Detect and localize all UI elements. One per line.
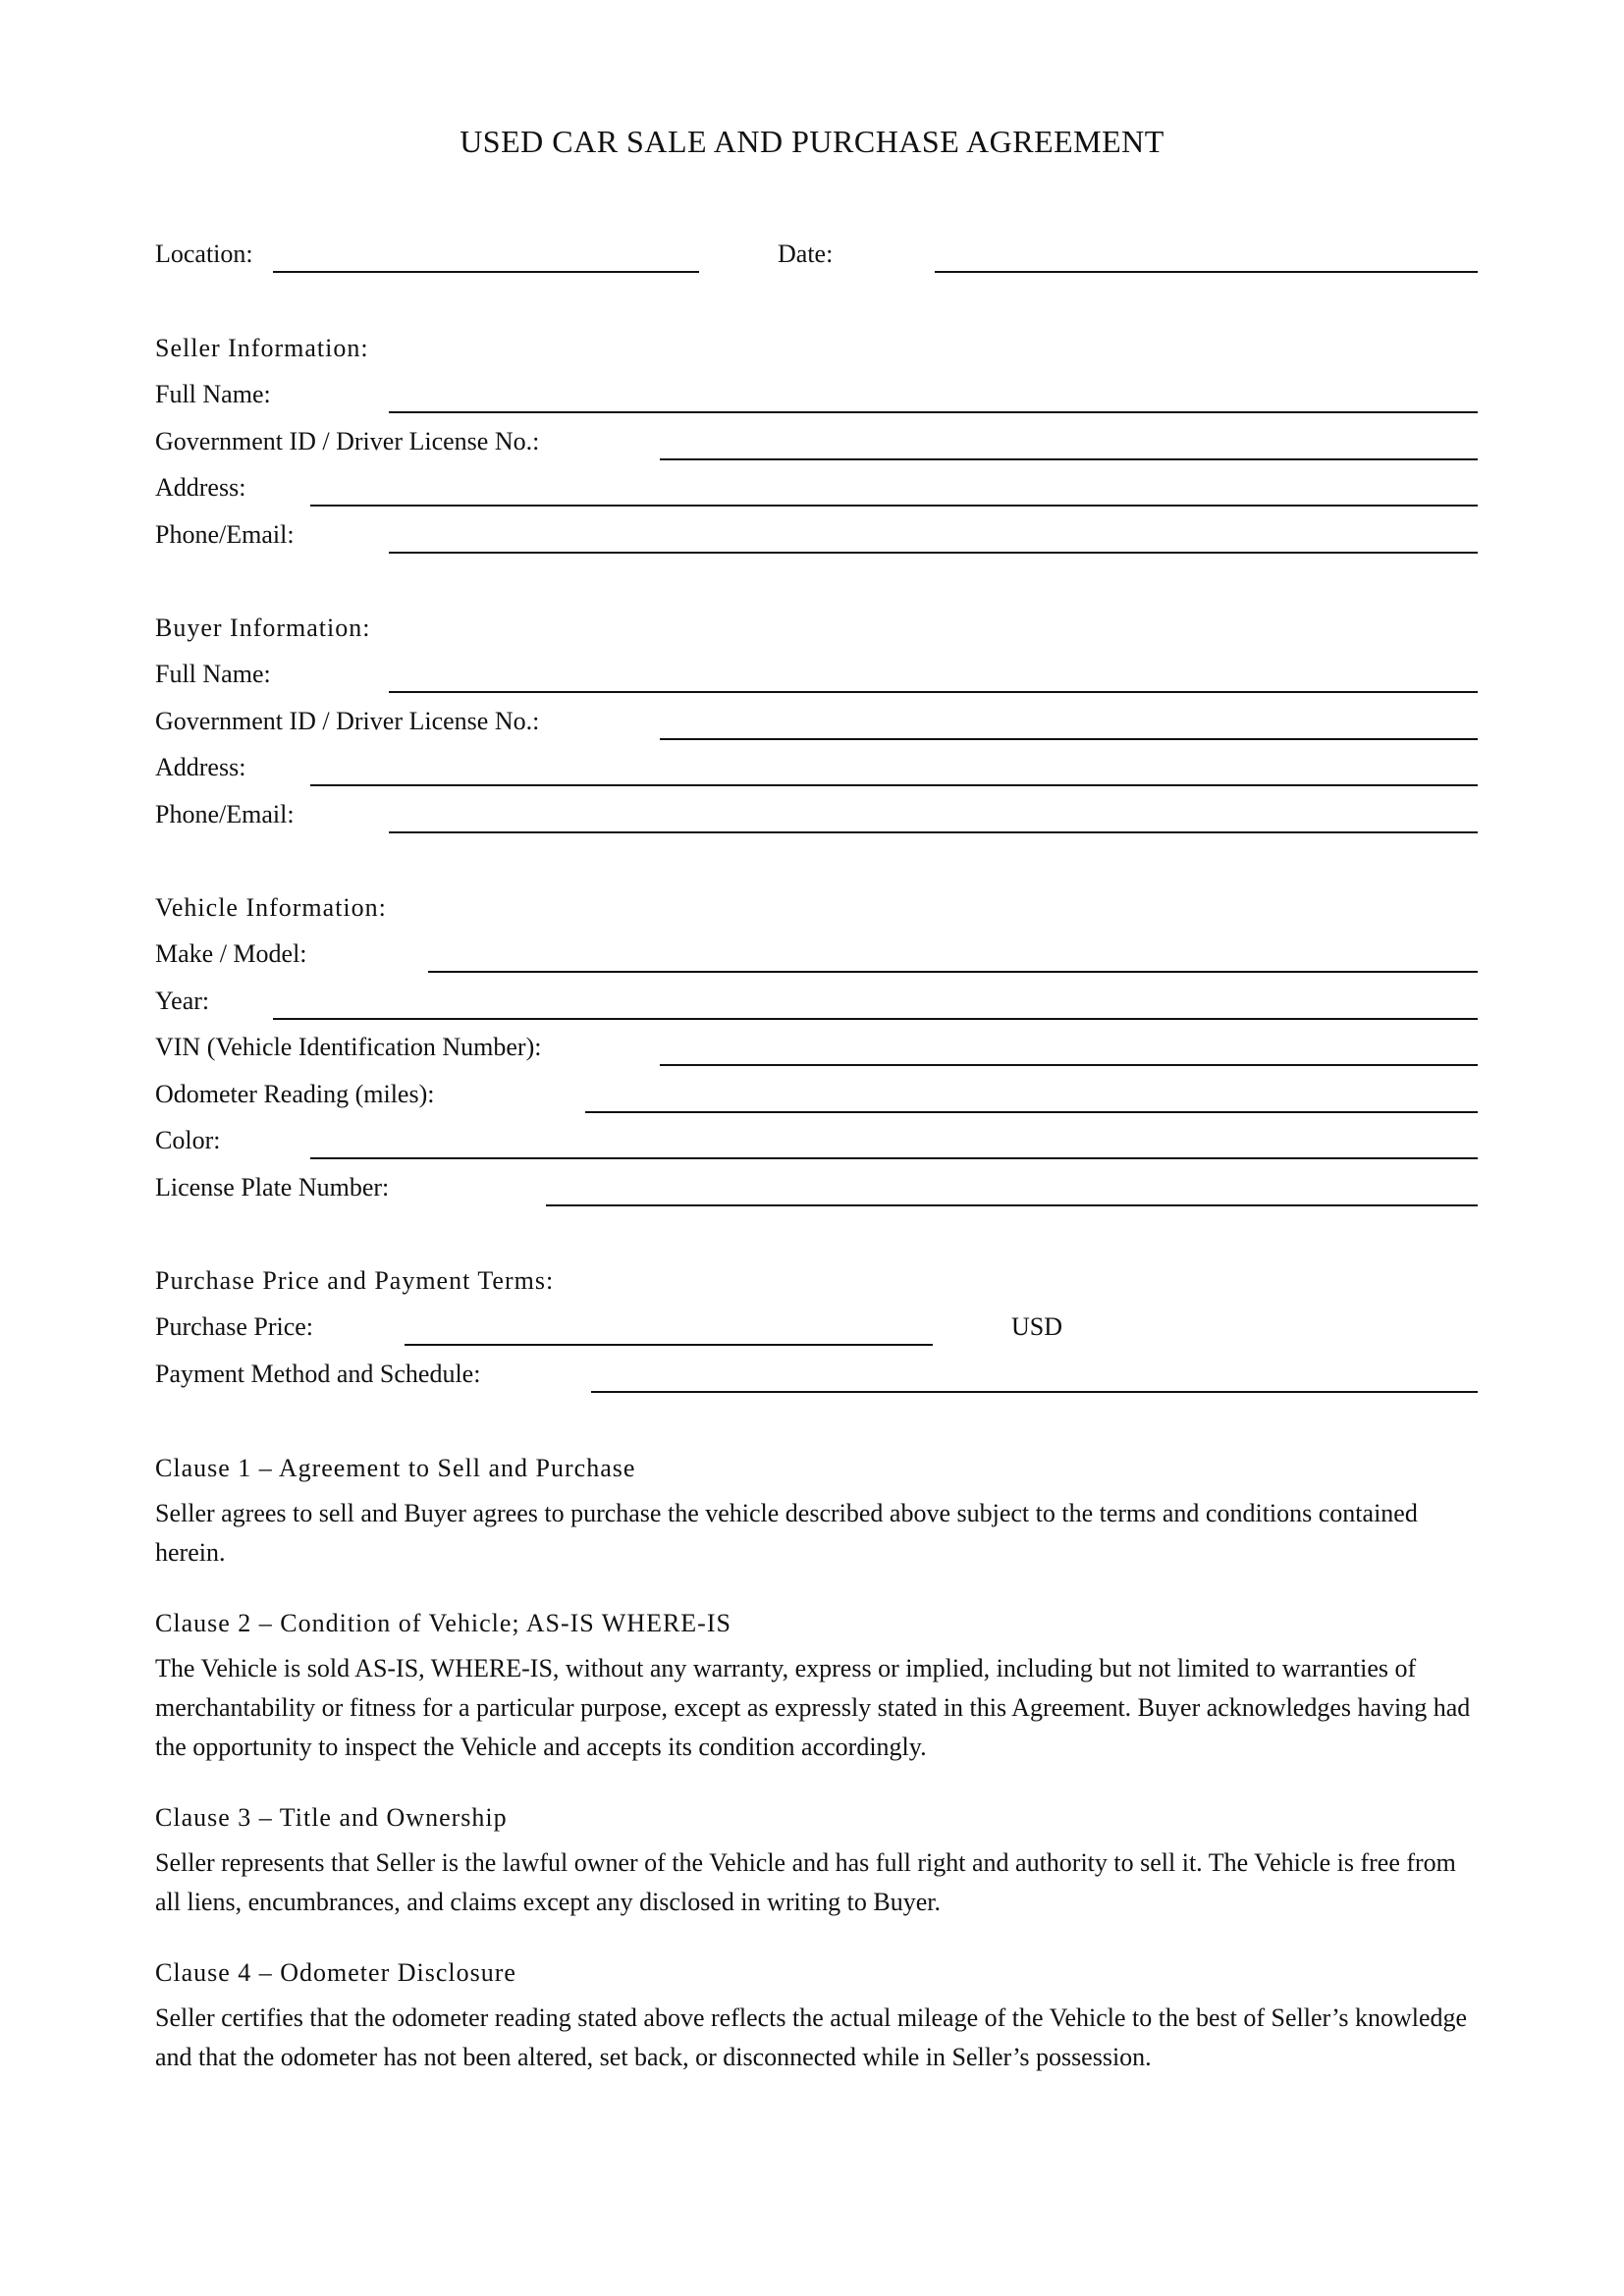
date-label: Date:: [778, 240, 834, 268]
vehicle-odometer-label: Odometer Reading (miles):: [155, 1080, 435, 1108]
buyer-gov-id-label: Government ID / Driver License No.:: [155, 707, 540, 735]
vehicle-plate-label: License Plate Number:: [155, 1173, 390, 1201]
purchase-price-field[interactable]: [405, 1344, 933, 1346]
document-title: USED CAR SALE AND PURCHASE AGREEMENT: [460, 124, 1164, 159]
buyer-full-name-label: Full Name:: [155, 660, 271, 688]
clause-1-text: Seller agrees to sell and Buyer agrees to purchase the vehicle described above subject to the terms and conditions contained herein.: [155, 1499, 1418, 1567]
buyer-address-label: Address:: [155, 753, 246, 781]
seller-address-label: Address:: [155, 473, 246, 502]
clause-2-text: The Vehicle is sold AS-IS, WHERE-IS, without any warranty, express or implied, including but not limited to warranties of merchantability or fitness for a particular purpose, except as expressly stated in this Agreement. Buyer acknowledges having had the opportunity to inspect the Vehicle and accepts its condition accordingly.: [155, 1654, 1471, 1761]
buyer-contact-field[interactable]: [389, 831, 1478, 833]
seller-address-field[interactable]: [310, 505, 1478, 507]
vehicle-heading: Vehicle Information:: [155, 893, 387, 922]
clause-4-text: Seller certifies that the odometer reading stated above reflects the actual mileage of the Vehicle to the best of Seller’s knowledge and that the odometer has not been altered, set back, or disconnected while in Seller’s possession.: [155, 2003, 1468, 2071]
seller-contact-label: Phone/Email:: [155, 520, 295, 549]
buyer-gov-id-field[interactable]: [660, 738, 1478, 740]
payment-heading: Purchase Price and Payment Terms:: [155, 1266, 555, 1295]
vehicle-make-model-field[interactable]: [428, 971, 1478, 973]
vehicle-year-label: Year:: [155, 987, 210, 1015]
currency-label: USD: [1011, 1312, 1063, 1341]
vehicle-color-field[interactable]: [310, 1157, 1478, 1159]
buyer-heading: Buyer Information:: [155, 614, 371, 642]
clause-4-title: Clause 4 – Odometer Disclosure: [155, 1958, 516, 1987]
seller-full-name-field[interactable]: [389, 411, 1478, 413]
vehicle-vin-label: VIN (Vehicle Identification Number):: [155, 1033, 542, 1061]
payment-method-label: Payment Method and Schedule:: [155, 1360, 481, 1388]
seller-contact-field[interactable]: [389, 552, 1478, 554]
vehicle-vin-field[interactable]: [660, 1064, 1478, 1066]
payment-method-field[interactable]: [591, 1391, 1478, 1393]
clause-2-title: Clause 2 – Condition of Vehicle; AS-IS WHERE-IS: [155, 1609, 731, 1637]
seller-full-name-label: Full Name:: [155, 380, 271, 408]
purchase-price-label: Purchase Price:: [155, 1312, 314, 1341]
vehicle-color-label: Color:: [155, 1126, 221, 1154]
vehicle-odometer-field[interactable]: [585, 1111, 1478, 1113]
date-field[interactable]: [935, 271, 1478, 273]
location-field[interactable]: [273, 271, 699, 273]
vehicle-year-field[interactable]: [273, 1018, 1478, 1020]
location-label: Location:: [155, 240, 253, 268]
seller-gov-id-field[interactable]: [660, 458, 1478, 460]
buyer-full-name-field[interactable]: [389, 691, 1478, 693]
seller-heading: Seller Information:: [155, 334, 369, 362]
buyer-contact-label: Phone/Email:: [155, 800, 295, 828]
clause-1-title: Clause 1 – Agreement to Sell and Purchase: [155, 1454, 636, 1482]
buyer-address-field[interactable]: [310, 784, 1478, 786]
vehicle-make-model-label: Make / Model:: [155, 939, 307, 968]
seller-gov-id-label: Government ID / Driver License No.:: [155, 427, 540, 455]
vehicle-plate-field[interactable]: [546, 1204, 1478, 1206]
clause-3-title: Clause 3 – Title and Ownership: [155, 1803, 508, 1832]
clause-3-text: Seller represents that Seller is the lawful owner of the Vehicle and has full right and authority to sell it. The Vehicle is free from all liens, encumbrances, and claims except any disclosed in writing to Buyer.: [155, 1848, 1456, 1916]
